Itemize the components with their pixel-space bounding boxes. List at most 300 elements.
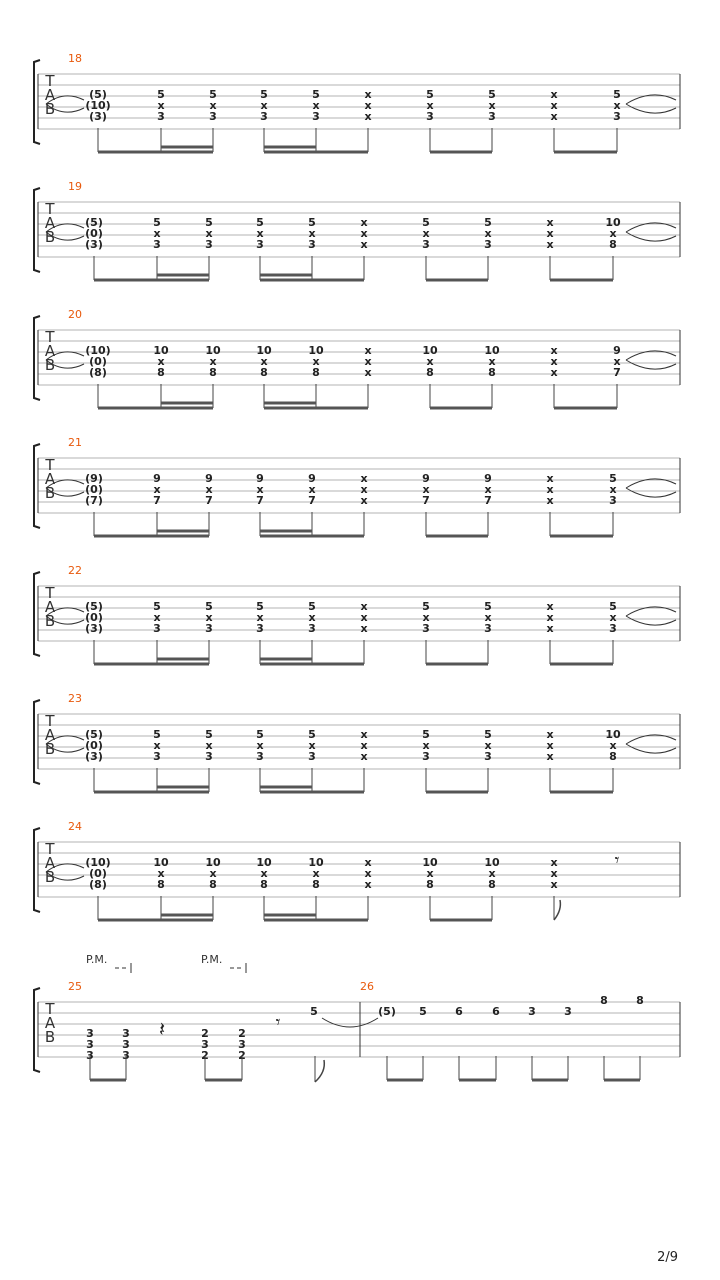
page-number: 2/9 — [657, 1250, 678, 1265]
tab-staff — [34, 180, 680, 280]
tie-out-lower — [626, 232, 676, 241]
fret-number: 5 — [419, 1005, 427, 1018]
fret-number: 8 — [609, 238, 617, 251]
tab-clef-letter: B — [44, 612, 56, 630]
chord — [205, 472, 213, 507]
chord — [308, 472, 316, 507]
fret-number: 10 — [422, 856, 438, 869]
tab-clef-letter: T — [45, 584, 55, 602]
measure-number: 19 — [68, 180, 82, 193]
tab-clef-letter: A — [44, 1014, 56, 1032]
chord — [613, 88, 621, 123]
fret-number: 7 — [422, 494, 430, 507]
fret-number: 5 — [153, 728, 161, 741]
chord — [256, 728, 264, 763]
fret-number: (0) — [85, 483, 103, 496]
fret-number: 5 — [609, 600, 617, 613]
tab-clef-letter: T — [45, 456, 55, 474]
chord — [312, 88, 320, 123]
fret-number: (5) — [378, 1005, 396, 1018]
fret-number: 8 — [157, 878, 165, 891]
chord — [256, 216, 264, 251]
fret-number: x — [550, 878, 558, 891]
fret-number: x — [550, 88, 558, 101]
tie-out-lower — [626, 488, 676, 497]
eighth-rest: 𝄾 — [614, 850, 620, 871]
fret-number: x — [256, 483, 264, 496]
chord — [85, 216, 103, 251]
chord — [364, 344, 371, 379]
tie-out-lower — [626, 616, 676, 625]
note-flag — [554, 900, 560, 920]
chord — [550, 88, 557, 123]
chord — [546, 728, 553, 763]
palm-mute-label: P.M. — [86, 953, 108, 966]
chord — [153, 600, 161, 635]
chord — [153, 728, 161, 763]
fret-number: 2 — [201, 1027, 209, 1040]
tab-clef-letter: A — [44, 726, 56, 744]
fret-number: x — [364, 856, 372, 869]
tab-clef-letter: A — [44, 86, 56, 104]
fret-number: 3 — [153, 238, 161, 251]
chord — [422, 728, 430, 763]
fret-number: x — [422, 483, 430, 496]
fret-number: 9 — [484, 472, 492, 485]
fret-number: 7 — [153, 494, 161, 507]
chord — [484, 472, 492, 507]
fret-number: x — [546, 600, 554, 613]
fret-number: (10) — [85, 856, 111, 869]
tab-clef-letter: T — [45, 1000, 55, 1018]
fret-number: 3 — [205, 622, 213, 635]
fret-number: 10 — [422, 344, 438, 357]
fret-number: (5) — [89, 88, 107, 101]
fret-number: 5 — [488, 88, 496, 101]
fret-number: 3 — [122, 1049, 130, 1062]
fret-number: x — [550, 366, 558, 379]
fret-number: 3 — [426, 110, 434, 123]
tab-staff — [34, 436, 680, 536]
note-flag — [315, 1060, 324, 1082]
fret-number: (5) — [85, 600, 103, 613]
tab-staff — [34, 692, 680, 792]
fret-number: 5 — [484, 728, 492, 741]
measure-number: 26 — [360, 980, 374, 993]
fret-number: 5 — [308, 728, 316, 741]
fret-number: x — [153, 739, 161, 752]
fret-number: 10 — [484, 856, 500, 869]
fret-number: 3 — [422, 238, 430, 251]
fret-number: x — [484, 611, 492, 624]
fret-number: x — [546, 216, 554, 229]
fret-number: 7 — [308, 494, 316, 507]
tab-clef-letter: B — [44, 100, 56, 118]
fret-number: 5 — [205, 728, 213, 741]
chord — [260, 88, 268, 123]
fret-number: 7 — [256, 494, 264, 507]
tie-out-lower — [626, 360, 676, 369]
fret-number: x — [260, 355, 268, 368]
tab-clef-letter: A — [44, 854, 56, 872]
fret-number: x — [209, 355, 217, 368]
chord — [422, 216, 430, 251]
fret-number: x — [157, 99, 165, 112]
fret-number: x — [422, 739, 430, 752]
system-bracket — [34, 316, 40, 400]
fret-number: 7 — [484, 494, 492, 507]
tab-staff — [34, 820, 680, 920]
fret-number: x — [613, 99, 621, 112]
chord — [609, 600, 617, 635]
fret-number: 3 — [308, 750, 316, 763]
fret-number: x — [426, 867, 434, 880]
fret-number: x — [613, 355, 621, 368]
fret-number: x — [546, 472, 554, 485]
chord — [157, 88, 165, 123]
fret-number: x — [153, 611, 161, 624]
fret-number: x — [360, 216, 368, 229]
fret-number: 3 — [488, 110, 496, 123]
fret-number: x — [360, 238, 368, 251]
fret-number: x — [550, 344, 558, 357]
fret-number: 3 — [86, 1038, 94, 1051]
fret-number: x — [546, 750, 554, 763]
fret-number: 5 — [422, 600, 430, 613]
tab-clef-letter: T — [45, 200, 55, 218]
fret-number: 3 — [422, 622, 430, 635]
fret-number: x — [488, 99, 496, 112]
fret-number: 3 — [609, 622, 617, 635]
fret-number: x — [364, 366, 372, 379]
fret-number: 3 — [205, 238, 213, 251]
measure-number: 24 — [68, 820, 82, 833]
fret-number: x — [609, 483, 617, 496]
fret-number: 3 — [153, 750, 161, 763]
fret-number: x — [308, 483, 316, 496]
fret-number: 3 — [308, 238, 316, 251]
fret-number: 2 — [238, 1049, 246, 1062]
fret-number: 9 — [422, 472, 430, 485]
fret-number: x — [360, 494, 368, 507]
fret-number: (3) — [85, 750, 103, 763]
fret-number: (10) — [85, 99, 111, 112]
tab-staff — [34, 564, 680, 664]
fret-number: 3 — [157, 110, 165, 123]
fret-number: (0) — [85, 739, 103, 752]
fret-number: x — [364, 99, 372, 112]
chord — [546, 600, 553, 635]
fret-number: x — [550, 99, 558, 112]
tab-staff — [34, 308, 680, 408]
chord — [488, 88, 496, 123]
chord — [422, 600, 430, 635]
tab-clef-letter: T — [45, 712, 55, 730]
system-bracket — [34, 60, 40, 144]
fret-number: x — [364, 878, 372, 891]
fret-number: x — [364, 344, 372, 357]
fret-number: 5 — [153, 600, 161, 613]
fret-number: x — [546, 227, 554, 240]
tab-clef-letter: A — [44, 214, 56, 232]
fret-number: (8) — [89, 366, 107, 379]
fret-number: x — [546, 622, 554, 635]
fret-number: x — [256, 739, 264, 752]
fret-number: (10) — [85, 344, 111, 357]
chord — [205, 600, 213, 635]
tab-clef-letter: T — [45, 328, 55, 346]
chord — [209, 88, 217, 123]
measure-number: 23 — [68, 692, 82, 705]
fret-number: x — [422, 227, 430, 240]
fret-number: x — [484, 227, 492, 240]
tab-clef-letter: B — [44, 356, 56, 374]
fret-number: 3 — [613, 110, 621, 123]
tie — [322, 1018, 378, 1027]
fret-number: 10 — [605, 728, 621, 741]
measure-number: 18 — [68, 52, 82, 65]
fret-number: x — [484, 739, 492, 752]
fret-number: 5 — [209, 88, 217, 101]
fret-number: (5) — [85, 728, 103, 741]
measure-number: 22 — [68, 564, 82, 577]
tab-clef-letter: T — [45, 840, 55, 858]
fret-number: 8 — [209, 878, 217, 891]
chord — [205, 216, 213, 251]
fret-number: x — [153, 227, 161, 240]
fret-number: (3) — [85, 238, 103, 251]
fret-number: 6 — [492, 1005, 500, 1018]
fret-number: x — [205, 611, 213, 624]
tab-clef-letter: B — [44, 1028, 56, 1046]
fret-number: 10 — [484, 344, 500, 357]
fret-number: (9) — [85, 472, 103, 485]
measure-number: 21 — [68, 436, 82, 449]
system-bracket — [34, 700, 40, 784]
fret-number: 3 — [422, 750, 430, 763]
fret-number: x — [157, 867, 165, 880]
fret-number: 3 — [256, 750, 264, 763]
fret-number: 3 — [312, 110, 320, 123]
fret-number: 9 — [256, 472, 264, 485]
fret-number: 7 — [613, 366, 621, 379]
fret-number: x — [360, 739, 368, 752]
tie-out-lower — [626, 744, 676, 753]
fret-number: 5 — [312, 88, 320, 101]
fret-number: x — [609, 611, 617, 624]
quarter-rest: 𝄽 — [158, 1017, 166, 1041]
fret-number: 5 — [205, 216, 213, 229]
chord — [550, 344, 557, 379]
fret-number: 3 — [256, 622, 264, 635]
fret-number: 2 — [201, 1049, 209, 1062]
fret-number: x — [426, 355, 434, 368]
chord — [360, 472, 367, 507]
fret-number: x — [153, 483, 161, 496]
system-bracket — [34, 444, 40, 528]
fret-number: x — [546, 494, 554, 507]
tab-clef-letter: A — [44, 598, 56, 616]
tab-staff — [34, 52, 680, 152]
chord — [153, 472, 161, 507]
fret-number: x — [426, 99, 434, 112]
fret-number: 5 — [426, 88, 434, 101]
fret-number: x — [488, 867, 496, 880]
chord — [550, 856, 557, 891]
fret-number: (8) — [89, 878, 107, 891]
fret-number: (0) — [85, 611, 103, 624]
fret-number: 8 — [260, 878, 268, 891]
fret-number: x — [364, 88, 372, 101]
fret-number: 8 — [426, 366, 434, 379]
fret-number: x — [308, 739, 316, 752]
fret-number: 8 — [209, 366, 217, 379]
fret-number: (3) — [85, 622, 103, 635]
system-bracket — [34, 572, 40, 656]
chord — [360, 728, 367, 763]
chord — [256, 600, 264, 635]
fret-number: x — [312, 867, 320, 880]
chord — [360, 216, 367, 251]
fret-number: x — [312, 355, 320, 368]
fret-number: x — [360, 622, 368, 635]
fret-number: x — [364, 355, 372, 368]
fret-number: 8 — [157, 366, 165, 379]
tie-out-lower — [626, 104, 676, 113]
fret-number: x — [550, 110, 558, 123]
fret-number: 10 — [205, 856, 221, 869]
chord — [613, 344, 621, 379]
fret-number: 5 — [310, 1005, 318, 1018]
chord — [546, 472, 553, 507]
chord — [153, 216, 161, 251]
fret-number: 5 — [308, 216, 316, 229]
fret-number: 5 — [422, 216, 430, 229]
fret-number: 3 — [86, 1027, 94, 1040]
fret-number: x — [260, 99, 268, 112]
fret-number: 5 — [205, 600, 213, 613]
fret-number: 3 — [238, 1038, 246, 1051]
chord — [484, 600, 492, 635]
fret-number: 9 — [308, 472, 316, 485]
fret-number: 9 — [153, 472, 161, 485]
fret-number: x — [308, 611, 316, 624]
fret-number: 8 — [312, 878, 320, 891]
tab-staff — [34, 953, 680, 1082]
fret-number: (0) — [89, 867, 107, 880]
fret-number: x — [550, 856, 558, 869]
tab-clef-letter: B — [44, 868, 56, 886]
fret-number: x — [360, 750, 368, 763]
chord — [256, 472, 264, 507]
fret-number: 5 — [256, 216, 264, 229]
fret-number: 3 — [564, 1005, 572, 1018]
fret-number: x — [205, 483, 213, 496]
fret-number: 9 — [205, 472, 213, 485]
fret-number: 10 — [205, 344, 221, 357]
tab-clef-letter: B — [44, 228, 56, 246]
fret-number: x — [209, 867, 217, 880]
chord — [546, 216, 553, 251]
system-bracket — [34, 188, 40, 272]
fret-number: x — [550, 355, 558, 368]
fret-number: (5) — [85, 216, 103, 229]
fret-number: 5 — [308, 600, 316, 613]
fret-number: 5 — [256, 728, 264, 741]
fret-number: 3 — [122, 1027, 130, 1040]
fret-number: 10 — [153, 856, 169, 869]
fret-number: x — [256, 227, 264, 240]
measure-number: 25 — [68, 980, 82, 993]
fret-number: 8 — [609, 750, 617, 763]
chord — [364, 856, 371, 891]
fret-number: x — [256, 611, 264, 624]
tab-clef-letter: B — [44, 484, 56, 502]
fret-number: 8 — [312, 366, 320, 379]
eighth-rest: 𝄾 — [275, 1012, 281, 1033]
fret-number: 9 — [613, 344, 621, 357]
tab-clef-letter: A — [44, 470, 56, 488]
fret-number: x — [360, 728, 368, 741]
fret-number: x — [360, 227, 368, 240]
fret-number: 3 — [484, 750, 492, 763]
chord — [308, 728, 316, 763]
fret-number: 10 — [308, 344, 324, 357]
fret-number: 8 — [260, 366, 268, 379]
fret-number: x — [546, 238, 554, 251]
fret-number: x — [422, 611, 430, 624]
system-bracket — [34, 828, 40, 912]
chord — [484, 216, 492, 251]
fret-number: 6 — [455, 1005, 463, 1018]
fret-number: 3 — [201, 1038, 209, 1051]
chord — [205, 728, 213, 763]
fret-number: x — [609, 739, 617, 752]
fret-number: x — [364, 110, 372, 123]
fret-number: 8 — [488, 878, 496, 891]
fret-number: 3 — [484, 622, 492, 635]
fret-number: 3 — [308, 622, 316, 635]
fret-number: 8 — [600, 994, 608, 1007]
fret-number: 5 — [422, 728, 430, 741]
chord — [85, 600, 103, 635]
fret-number: 3 — [122, 1038, 130, 1051]
fret-number: x — [484, 483, 492, 496]
tab-clef-letter: A — [44, 342, 56, 360]
fret-number: 10 — [605, 216, 621, 229]
fret-number: 8 — [488, 366, 496, 379]
measure-number: 20 — [68, 308, 82, 321]
tab-clef-letter: B — [44, 740, 56, 758]
fret-number: 3 — [528, 1005, 536, 1018]
fret-number: (0) — [89, 355, 107, 368]
chord — [426, 88, 434, 123]
fret-number: x — [488, 355, 496, 368]
chord — [85, 472, 103, 507]
fret-number: 3 — [209, 110, 217, 123]
fret-number: 10 — [256, 344, 272, 357]
fret-number: x — [360, 600, 368, 613]
fret-number: x — [205, 739, 213, 752]
fret-number: x — [609, 227, 617, 240]
fret-number: 10 — [256, 856, 272, 869]
fret-number: x — [312, 99, 320, 112]
fret-number: 3 — [256, 238, 264, 251]
fret-number: 5 — [256, 600, 264, 613]
fret-number: x — [205, 227, 213, 240]
fret-number: x — [546, 728, 554, 741]
fret-number: (3) — [89, 110, 107, 123]
